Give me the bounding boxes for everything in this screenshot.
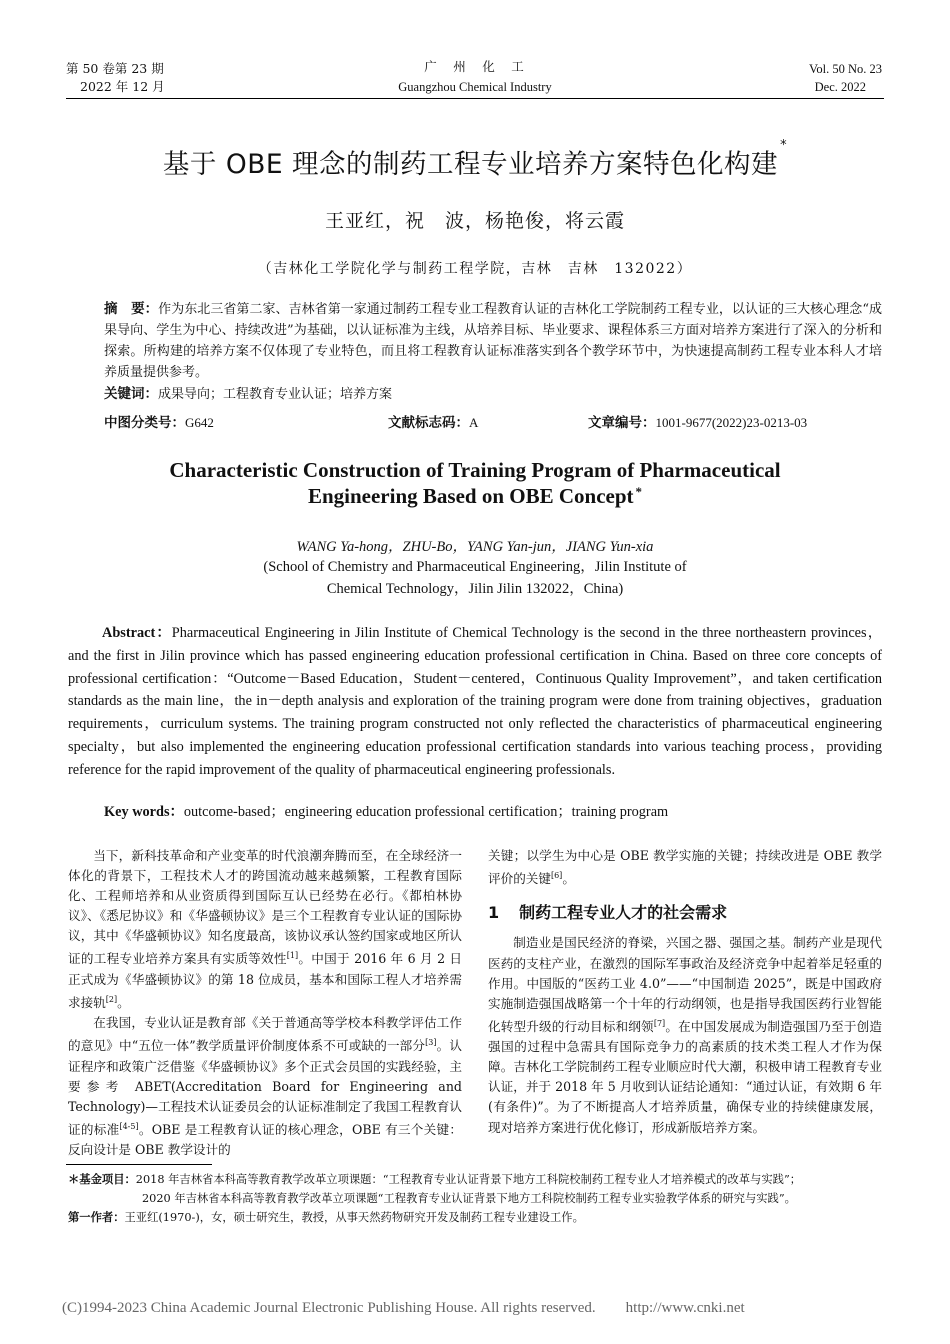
paper-title-en: Characteristic Construction of Training Program of Pharmaceutical Engineering Based on OBE Concept * bbox=[169, 458, 781, 508]
keywords-cn: 关键词：成果导向；工程教育专业认证；培养方案 bbox=[104, 386, 393, 402]
paragraph: 当下，新科技革命和产业变革的时代浪潮奔腾而至，在全球经济一体化的背景下，工程技术人才的跨国流动越来越频繁，工程教育国际化、工程师培养和从业资质得到国际互认已经势在必行。《都柏林协议》、《悉尼协议》和《华盛顿协议》是三个工程教育专业认证的国际协议，其中《华盛顿协议》知名度最高，该协议承认签约国家或地区所认证的工程专业培养方案具有实质等效性[1]。中国于 2016 年 6 月 2 日正式成为《华盛顿协议》的第 18 位成员，基本和国际工程人才培养需求接轨[2]。 bbox=[68, 848, 462, 1011]
header-date-cn: 2022 年 12 月 bbox=[80, 79, 165, 94]
paragraph: 关键；以学生为中心是 OBE 教学实施的关键；持续改进是 OBE 教学评价的关键[6]。 bbox=[488, 848, 882, 887]
article-number: 文章编号：1001-9677(2022)23-0213-03 bbox=[588, 415, 808, 431]
authors-en: WANG Ya-hong，ZHU-Bo，YANG Yan-jun，JIANG Yun-xia bbox=[296, 539, 654, 555]
header-date-en: Dec. 2022 bbox=[814, 80, 866, 94]
footnotes bbox=[68, 1170, 884, 1227]
section-heading: 1 制药工程专业人才的社会需求 bbox=[488, 903, 728, 923]
abstract-en: Abstract：Pharmaceutical Engineering in Jilin Institute of Chemical Technology is the second in the three northeastern provinces，and the first in Jilin province which has passed engineering education professional certification in China. Based on three core concepts of professional certification：“Outcome－Based Education，Student－centered，Continuous Quality Improvement”，and taken certification standards as the main line，the in－depth analysis and exploration of the training program were done from training objectives，graduation requirements，curriculum systems. The training program constructed not only reflected the characteristics of pharmaceutical engineering specialty，but also implemented the engineering education professional certification standards into various teaching process，providing reference for the rapid improvement of the quality of pharmaceutical engineering professionals. bbox=[68, 625, 883, 778]
doc-code: 文献标志码：A bbox=[388, 415, 479, 431]
header-journal-en: Guangzhou Chemical Industry bbox=[398, 80, 552, 94]
authors-cn: 王亚红，祝 波，杨艳俊，将云霞 bbox=[324, 210, 625, 232]
body-right-column bbox=[488, 846, 882, 1138]
header-journal-cn: 广 州 化 工 bbox=[424, 59, 526, 74]
body-left-column bbox=[68, 846, 462, 1160]
fund-line-1: ＊基金项目：2018 年吉林省本科高等教育教学改革立项课题：“工程教育专业认证背景下地方工科院校制药工程专业人才培养模式的改革与实践”； bbox=[68, 1173, 802, 1186]
author-note: 第一作者：王亚红(1970-)，女，硕士研究生，教授，从事天然药物研究开发及制药工程专业建设工作。 bbox=[68, 1211, 584, 1224]
keywords-en: Key words：outcome-based；engineering education professional certification；training program bbox=[104, 804, 669, 820]
affiliation-en: (School of Chemistry and Pharmaceutical Engineering，Jilin Institute of Chemical Technology，Jilin Jilin 132022，China) bbox=[263, 559, 687, 597]
clc-code: 中图分类号：G642 bbox=[104, 415, 214, 431]
affiliation-cn: （吉林化工学院化学与制药工程学院，吉林 吉林 132022） bbox=[257, 261, 693, 277]
paper-title-cn: 基于 OBE 理念的制药工程专业培养方案特色化构建* bbox=[162, 138, 788, 180]
header-rule bbox=[66, 98, 884, 99]
header-volume-en: Vol. 50 No. 23 bbox=[808, 62, 882, 76]
paragraph: 在我国，专业认证是教育部《关于普通高等学校本科教学评估工作的意见》中“五位一体”教学质量评价制度体系不可或缺的一部分[3]。认证程序和政策广泛借鉴《华盛顿协议》多个正式会员国的实践经验，主要参考 ABET(Accreditation Board for Engineering and Technology)—工程技术认证委员会的认证标准制定了我国工程教育认证的标准[4-5]。OBE 是工程教育认证的核心理念，OBE 有三个关键：反向设计是 OBE 教学设计的 bbox=[68, 1015, 462, 1158]
paragraph: 制造业是国民经济的脊梁，兴国之器、强国之基。制药产业是现代医药的支柱产业，在激烈的国际军事政治及经济竞争中起着举足轻重的作用。中国版的“医药工业 4.0”——“中国制造 2025”，既是中国政府实施制造强国战略第一个十年的行动纲领，也是指导我国医药行业智能化转型升级的行动目标和纲领[7]。在中国发展成为制造强国乃至于创造强国的过程中急需具有国际竞争力的高素质的技术类工程人才作为保障。吉林化工学院制药工程专业顺应时代大潮，积极申请工程教育专业认证，并于 2018 年 5 月收到认证结论通知：“通过认证，有效期 6 年(有条件)”。为了不断提高人才培养质量，确保专业的持续健康发展，现对培养方案进行优化修订，形成新版培养方案。 bbox=[488, 935, 883, 1135]
fund-line-2: 2020 年吉林省本科高等教育教学改革立项课题“工程教育专业认证背景下地方工科院校制药工程专业实验教学体系的研究与实践”。 bbox=[142, 1192, 796, 1205]
abstract-cn: 摘 要：作为东北三省第二家、吉林省第一家通过制药工程专业工程教育认证的吉林化工学院制药工程专业，以认证的三大核心理念“成果导向、学生为中心、持续改进”为基础，以认证标准为主线，从培养目标、毕业要求、课程体系三方面对培养方案进行了深入的分析和探索。所构建的培养方案不仅体现了专业特色，而且将工程教育认证标准落实到各个教学环节中，为快速提高制药工程专业本科人才培养质量提供参考。 bbox=[104, 301, 883, 380]
header-volume-cn: 第 50 卷第 23 期 bbox=[66, 61, 164, 76]
footnote-rule bbox=[66, 1164, 212, 1165]
copyright-line: (C)1994-2023 China Academic Journal Electronic Publishing House. All rights reserved. http://www.cnki.net bbox=[62, 1300, 745, 1316]
